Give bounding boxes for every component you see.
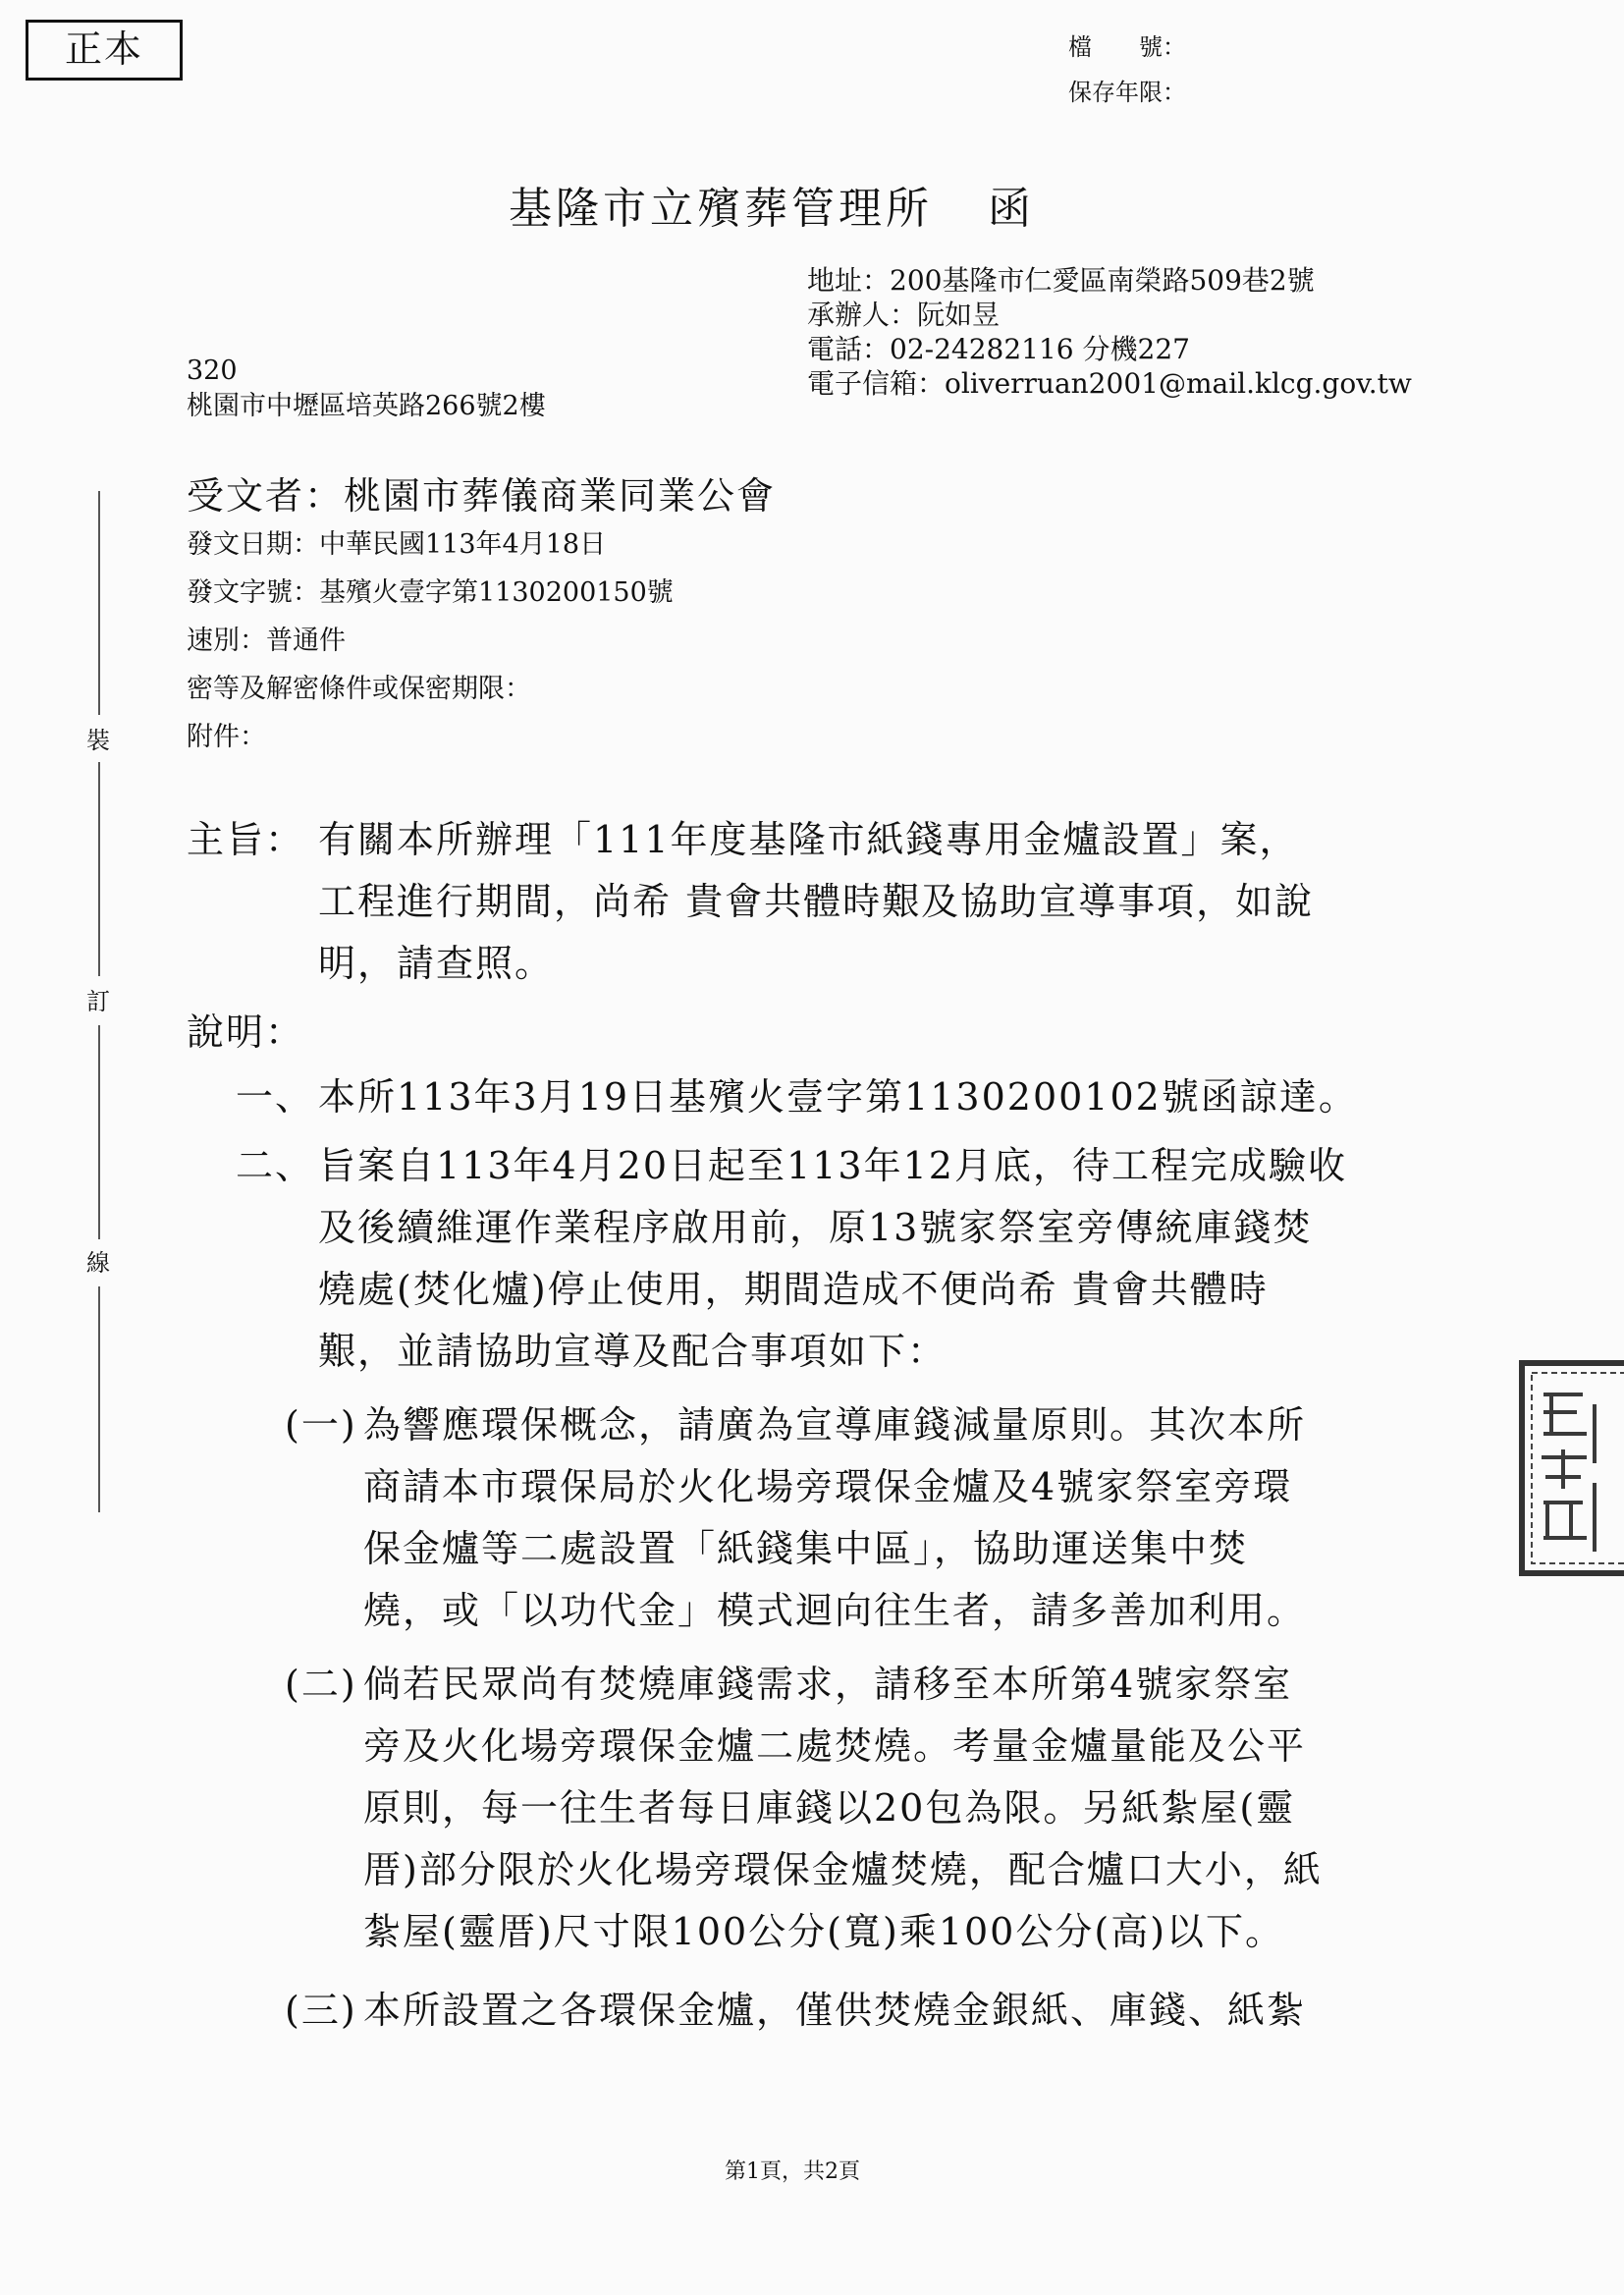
item-number: 一、	[236, 1075, 315, 1119]
retention-period-label: 保存年限：	[1068, 79, 1186, 106]
subitem-line: 保金爐等二處設置「紙錢集中區」，協助運送集中焚	[363, 1527, 1249, 1570]
binding-char-ding: 訂	[86, 988, 110, 1015]
file-number-label: 檔 號：	[1068, 33, 1186, 61]
subitem-line: 倘若民眾尚有焚燒庫錢需求，請移至本所第4號家祭室	[363, 1663, 1293, 1706]
subitem-line: 商請本市環保局於火化場旁環保金爐及4號家祭室旁環	[363, 1465, 1293, 1508]
binding-char-zhuang: 裝	[86, 727, 110, 754]
delivery-speed: 速別：普通件	[187, 626, 346, 656]
binding-line-segment	[98, 762, 100, 976]
document-title	[509, 173, 1035, 236]
document-type: 函	[988, 184, 1035, 234]
item-number: 二、	[236, 1144, 315, 1187]
binding-char-xian: 線	[86, 1249, 110, 1277]
explanation-label: 說明：	[187, 1011, 305, 1054]
binding-line-segment	[98, 1025, 100, 1239]
subitem-line: 燒，或「以功代金」模式迴向往生者，請多善加利用。	[363, 1589, 1307, 1632]
item-line: 燒處(焚化爐)停止使用，期間造成不便尚希 貴會共體時	[318, 1268, 1269, 1311]
binding-line-segment	[98, 491, 100, 715]
sender-handler: 承辦人：阮如昱	[807, 299, 1001, 331]
subitem-number: (三)	[285, 1989, 357, 2032]
sender-info	[807, 263, 1412, 401]
subject-line: 明，請查照。	[318, 942, 555, 985]
attachment: 附件：	[187, 722, 266, 752]
subject-line: 工程進行期間，尚希 貴會共體時艱及協助宣導事項，如說	[318, 880, 1315, 923]
recipient: 受文者：桃園市葬儀商業同業公會	[187, 474, 777, 518]
sender-address: 地址：200基隆市仁愛區南榮路509巷2號	[807, 264, 1315, 297]
item-line: 及後續維運作業程序啟用前，原13號家祭室旁傳統庫錢焚	[318, 1206, 1313, 1249]
item-line: 艱，並請協助宣導及配合事項如下：	[318, 1330, 947, 1373]
subitem-line: 旁及火化場旁環保金爐二處焚燒。考量金爐量能及公平	[363, 1724, 1307, 1768]
subitem-line: 厝)部分限於火化場旁環保金爐焚燒，配合爐口大小，紙	[363, 1848, 1323, 1891]
subitem-number: (二)	[285, 1663, 357, 1706]
subject-label: 主旨：	[187, 818, 305, 861]
page-number: 第1頁，共2頁	[725, 2159, 860, 2184]
subject-line: 有關本所辦理「111年度基隆市紙錢專用金爐設置」案，	[318, 818, 1299, 861]
postal-code: 320	[187, 355, 238, 386]
sender-email: 電子信箱：oliverruan2001@mail.klcg.gov.tw	[807, 367, 1412, 400]
sender-phone: 電話：02-24282116 分機227	[807, 333, 1190, 365]
subitem-line: 紮屋(靈厝)尺寸限100公分(寬)乘100公分(高)以下。	[363, 1910, 1285, 1953]
agency-name: 基隆市立殯葬管理所	[509, 184, 933, 234]
subitem-number: (一)	[285, 1403, 357, 1447]
subitem-line: 為響應環保概念，請廣為宣導庫錢減量原則。其次本所	[363, 1403, 1307, 1447]
item-line: 旨案自113年4月20日起至113年12月底，待工程完成驗收	[318, 1144, 1347, 1187]
item-line: 本所113年3月19日基殯火壹字第1130200102號函諒達。	[318, 1075, 1358, 1119]
secrecy-level: 密等及解密條件或保密期限：	[187, 674, 531, 704]
document-number: 發文字號：基殯火壹字第1130200150號	[187, 577, 674, 608]
seal-graphic	[1512, 1355, 1624, 1581]
binding-line-segment	[98, 1286, 100, 1512]
issue-date: 發文日期：中華民國113年4月18日	[187, 529, 607, 560]
official-seal-fragment	[1512, 1355, 1624, 1581]
document-meta	[187, 520, 674, 761]
recipient-address-block	[187, 354, 546, 424]
subitem-line: 原則，每一往生者每日庫錢以20包為限。另紙紮屋(靈	[363, 1786, 1296, 1830]
original-copy-stamp: 正本	[26, 20, 183, 81]
recipient-address: 桃園市中壢區培英路266號2樓	[187, 391, 546, 421]
subitem-line: 本所設置之各環保金爐，僅供焚燒金銀紙、庫錢、紙紮	[363, 1989, 1307, 2032]
